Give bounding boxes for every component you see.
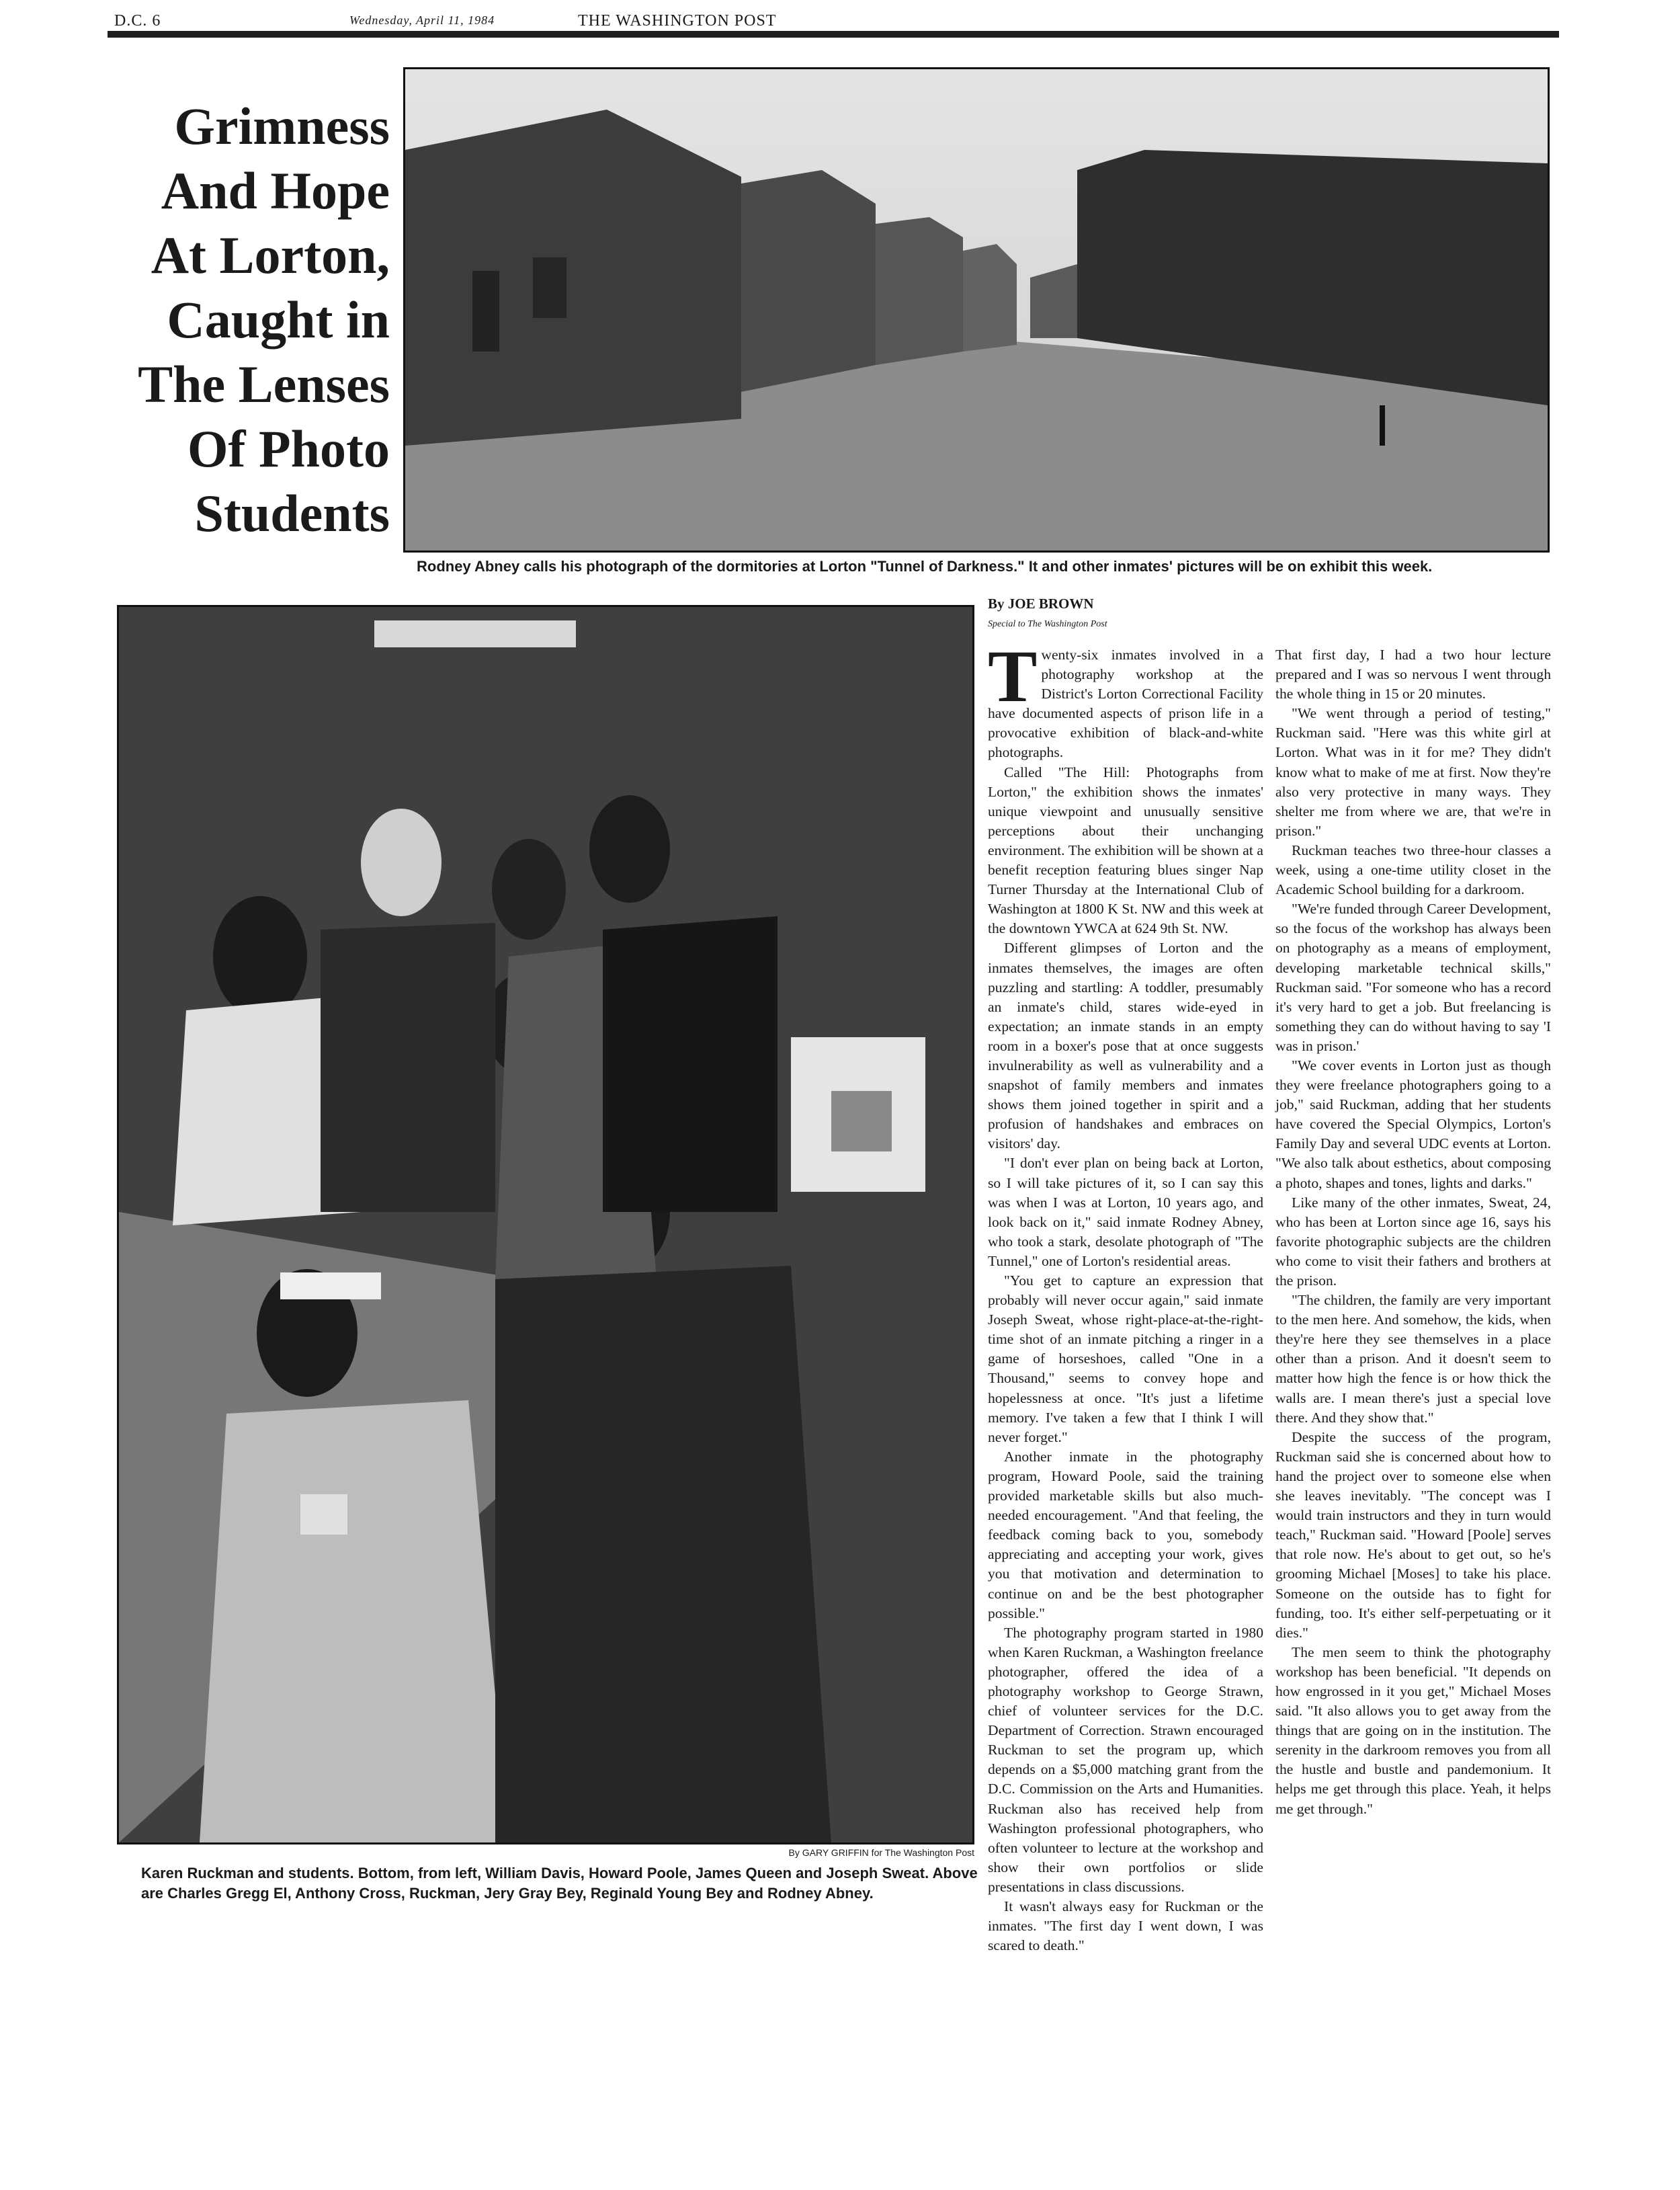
drop-cap: T	[988, 635, 1038, 717]
paragraph-text: wenty-six inmates involved in a photography workshop at the District's Lorton Correctional Facility have documented aspects of prison life in a provocative exhibition of black-and-white photographs.	[988, 647, 1263, 761]
paragraph	[988, 635, 1263, 763]
paragraph: "You get to capture an expression that probably will never occur again," said inmate Joseph Sweat, whose right-place-at-the-right-time shot of an inmate pitching a ringer in a game of horseshoes, called "One in a Thousand," seems to convey hope and hopelessness at once. "It's just a lifetime memory. I've taken a few that I think I will never forget."	[988, 1272, 1263, 1445]
group-photo	[117, 605, 974, 1844]
photo-credit: By GARY GRIFFIN for The Washington Post	[788, 1847, 974, 1858]
dormitories-photo-image	[405, 69, 1548, 551]
issue-date: Wednesday, April 11, 1984	[349, 13, 495, 27]
group-photo-image	[119, 607, 972, 1842]
paragraph: Like many of the other inmates, Sweat, 24, who has been at Lorton since age 16, says his favorite photographic subjects are the children who come to visit their fathers and brothers at the prison.	[1275, 1194, 1551, 1289]
top-photo-caption: Rodney Abney calls his photograph of the dormitories at Lorton "Tunnel of Darkness." It and other inmates' pictures will be on exhibit this week.	[417, 558, 1433, 575]
headline: Grimness And Hope At Lorton, Caught in The Lenses Of Photo Students	[138, 97, 390, 542]
masthead	[108, 8, 1559, 32]
dormitories-photo	[403, 67, 1550, 553]
paragraph: The photography program started in 1980 when Karen Ruckman, a Washington freelance photographer, offered the idea of a photography workshop to George Strawn, chief of volunteer services for the D.C. Department of Correction. Strawn encouraged Ruckman to set the program up, which depends on a $5,000 matching grant from the D.C. Commission on the Arts and Humanities. Ruckman also has received help from Washington professional photographers, who often volunteer to lecture at the workshop and show their own portfolios or slide presentations in class discussions.	[988, 1624, 1263, 1895]
byline: By JOE BROWN	[988, 596, 1094, 612]
newspaper-name: THE WASHINGTON POST	[578, 12, 777, 30]
paragraph: "We cover events in Lorton just as though they were freelance photographers going to a job," said Ruckman, adding that her students have covered the Special Olympics, Lorton's Family Day and several UDC events at Lorton. "We also talk about esthetics, about composing a photo, shapes and tones, lights and darks."	[1275, 1057, 1551, 1191]
paragraph: Despite the success of the program, Ruckman said she is concerned about how to hand the project over to someone else when she leaves inevitably. "The concept was I would train instructors and they in turn would teach," Ruckman said. "Howard [Poole] serves that role now. He's about to get out, so he's grooming Michael [Moses] to take his place. Someone on the outside has to fight for funding, too. It's either self-perpetuating or it dies."	[1275, 1428, 1551, 1641]
article-column-1	[988, 635, 1263, 1955]
paragraph: "We went through a period of testing," Ruckman said. "Here was this white girl at Lorton. What was in it for me? They didn't know what to make of me at first. Now they're also very protective in many ways. They shelter me from where we are, that we're in prison."	[1275, 705, 1551, 839]
byline-affiliation: Special to The Washington Post	[988, 619, 1107, 629]
paragraph: The men seem to think the photography workshop has been beneficial. "It depends on how engrossed in it you get," Michael Moses said. "It also allows you to get away from the things that are going on in the institution. The serenity in the darkroom removes you from all the hustle and bustle and pandemonium. It helps me get through this place. Yeah, it helps me get through."	[1275, 1644, 1551, 1817]
paragraph: "The children, the family are very important to the men here. And somehow, the kids, when they're here they see themselves in a place other than a prison. And it doesn't seem to matter how high the fence is or how thick the walls are. I mean there's just a special love there. And they show that."	[1275, 1292, 1551, 1426]
paragraph: Another inmate in the photography program, Howard Poole, said the training provided marketable skills but also much-needed encouragement. "And that feeling, the feedback coming back to you, somebody appreciating and accepting your work, gives you that motivation and determination to continue on and be the best photographer possible."	[988, 1448, 1263, 1621]
article-column-2	[1275, 645, 1551, 1819]
paragraph: That first day, I had a two hour lecture prepared and I was so nervous I went through the whole thing in 15 or 20 minutes.	[1275, 647, 1551, 702]
paragraph: It wasn't always easy for Ruckman or the inmates. "The first day I went down, I was scared to death."	[988, 1898, 1263, 1954]
paragraph: Ruckman teaches two three-hour classes a week, using a one-time utility closet in the Academic School building for a darkroom.	[1275, 842, 1551, 898]
page-number: D.C. 6	[114, 12, 161, 30]
group-photo-caption: Karen Ruckman and students. Bottom, from left, William Davis, Howard Poole, James Queen and Joseph Sweat. Above are Charles Gregg El, Anthony Cross, Ruckman, Jery Gray Bey, Reginald Young Bey and Rodney Abney.	[141, 1865, 978, 1902]
paragraph: "We're funded through Career Development, so the focus of the workshop has always been on photography as a means of employment, developing marketable technical skills," Ruckman said. "For someone who has a record it's very hard to get a job. But freelancing is something they can do without having to say 'I was in prison.'	[1275, 901, 1551, 1054]
paragraph: "I don't ever plan on being back at Lorton, so I will take pictures of it, so I can say this was when I was at Lorton, 10 years ago, and look back on it," said inmate Rodney Abney, who took a stark, desolate photograph of "The Tunnel," one of Lorton's residential areas.	[988, 1155, 1263, 1269]
header-rule	[108, 31, 1559, 38]
paragraph: Called "The Hill: Photographs from Lorton," the exhibition shows the inmates' unique viewpoint and unusually sensitive perceptions about their unchanging environment. The exhibition will be shown at a benefit reception featuring blues singer Nap Turner Thursday at the International Club of Washington at 1800 K St. NW and this week at the downtown YWCA at 624 9th St. NW.	[988, 764, 1263, 937]
paragraph: Different glimpses of Lorton and the inmates themselves, the images are often puzzling and startling: A toddler, presumably an inmate's child, stares wide-eyed in expectation; an inmate stands in an empty room in a boxer's pose that at once suggests invulnerability as well as vulnerability and a snapshot of family members and inmates shows them joined together in spirit and a profusion of handshakes and embraces on visitors' day.	[988, 940, 1263, 1152]
